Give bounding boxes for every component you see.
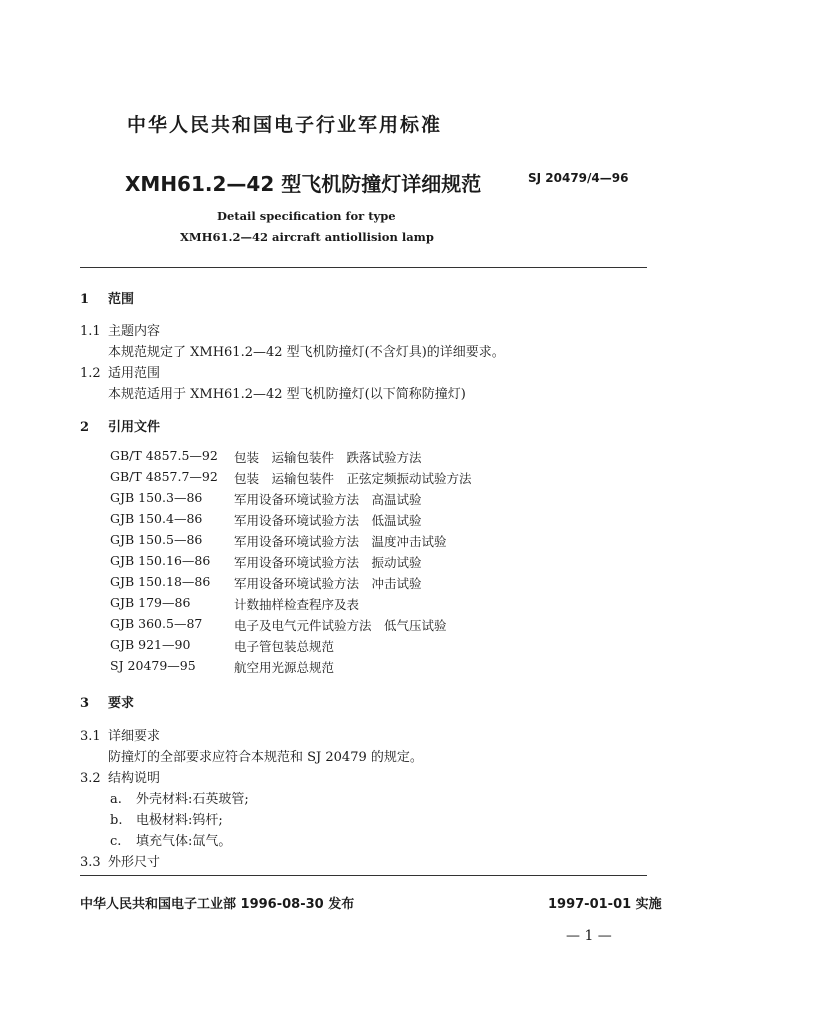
reference-code: GJB 921—90 [110,637,191,652]
header-divider [80,267,647,268]
reference-code: GB/T 4857.7—92 [110,469,218,484]
section-1-1-heading: 1.1 主题内容 [80,324,161,339]
list-item: b. 电极材料:钨杆; [110,813,223,828]
standard-number: SJ 20479/4—96 [528,171,629,185]
reference-title: 包装 运输包装件 跌落试验方法 [234,450,422,465]
reference-code: GJB 360.5—87 [110,616,203,631]
footer-divider [80,875,647,876]
section-1-2-heading: 1.2 适用范围 [80,366,161,381]
reference-code: GJB 150.4—86 [110,511,203,526]
list-item: c. 填充气体:氙气。 [110,834,232,849]
reference-code: GB/T 4857.5—92 [110,448,218,463]
section-3-2-heading: 3.2 结构说明 [80,771,161,786]
reference-title: 军用设备环境试验方法 冲击试验 [234,576,422,591]
english-title-line1: Detail specification for type [217,209,396,223]
section-1-heading: 1 范围 [80,292,135,307]
reference-title: 军用设备环境试验方法 振动试验 [234,555,422,570]
section-3-heading: 3 要求 [80,696,135,711]
reference-code: GJB 150.3—86 [110,490,203,505]
effective-date: 1997-01-01 实施 [548,897,662,912]
english-title-line2: XMH61.2—42 aircraft antiollision lamp [180,230,434,244]
document-title: XMH61.2—42 型飞机防撞灯详细规范 [125,172,482,196]
reference-code: GJB 150.5—86 [110,532,203,547]
reference-code: SJ 20479—95 [110,658,196,673]
section-3-1-text: 防撞灯的全部要求应符合本规范和 SJ 20479 的规定。 [108,750,423,765]
reference-title: 军用设备环境试验方法 高温试验 [234,492,422,507]
reference-title: 军用设备环境试验方法 低温试验 [234,513,422,528]
reference-title: 计数抽样检查程序及表 [234,597,360,612]
section-3-3-heading: 3.3 外形尺寸 [80,855,161,870]
list-item: a. 外壳材料:石英玻管; [110,792,249,807]
reference-title: 包装 运输包装件 正弦定频振动试验方法 [234,471,472,486]
reference-title: 电子及电气元件试验方法 低气压试验 [234,618,447,633]
reference-code: GJB 150.16—86 [110,553,211,568]
reference-title: 电子管包装总规范 [234,639,335,654]
page-number: — 1 — [566,928,612,944]
issue-date: 中华人民共和国电子工业部 1996-08-30 发布 [80,897,355,912]
section-1-1-text: 本规范规定了 XMH61.2—42 型飞机防撞灯(不含灯具)的详细要求。 [108,345,505,360]
issuing-organization: 中华人民共和国电子行业军用标准 [127,114,443,136]
reference-title: 航空用光源总规范 [234,660,335,675]
section-1-2-text: 本规范适用于 XMH61.2—42 型飞机防撞灯(以下简称防撞灯) [108,387,466,402]
reference-title: 军用设备环境试验方法 温度冲击试验 [234,534,447,549]
reference-code: GJB 179—86 [110,595,191,610]
section-3-1-heading: 3.1 详细要求 [80,729,161,744]
reference-code: GJB 150.18—86 [110,574,211,589]
section-2-heading: 2 引用文件 [80,420,161,435]
